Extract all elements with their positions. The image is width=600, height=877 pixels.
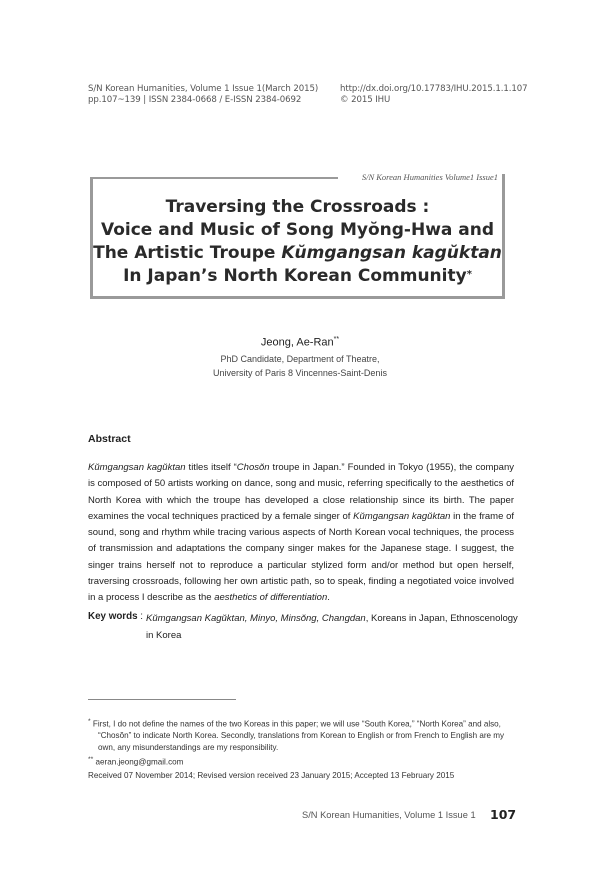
journal-tag: S/N Korean Humanities Volume1 Issue1 (356, 172, 498, 182)
doi-link[interactable]: http://dx.doi.org/10.17783/IHU.2015.1.1.107 (340, 84, 528, 94)
footnote-1: * First, I do not define the names of the two Koreas in this paper; we will use “South Korea,” “North Korea” and also, “Chosŏn” to indicate North Korea. Secondly, translations from Korean to English or from French to English are my own, any misunderstandings are my responsibility. (88, 718, 505, 753)
journal-citation: S/N Korean Humanities, Volume 1 Issue 1(March 2015) (88, 84, 319, 94)
title-line-1: Traversing the Crossroads : (165, 197, 430, 217)
received-dates: Received 07 November 2014; Revised version received 23 January 2015; Accepted 13 February 2015 (88, 771, 455, 781)
abstract-body: Kŭmgangsan kagŭktan titles itself “Chosŏn troupe in Japan.” Founded in Tokyo (1955), the company is composed of 50 artists working on dance, song and music, referring specifically to the aesthetics of North Korea with which the troupe has developed a close relationship since its birth. The paper examines the vocal techniques practiced by a female singer of Kŭmgangsan kagŭktan in the frame of sound, song and rhythm while tracing various aspects of North Korean vocal techniques, the process of transmission and adaptations the company singer makes for the Japanese stage. I suggest, the singer trains herself not to reproduce a particular stylized form and/or method but open herself, traversing crossroads, following her own artistic path, so to speak, finding a negotiated voice involved in a process I describe as the aesthetics of differentiation. (88, 462, 515, 604)
author-footnote-mark[interactable]: ** (333, 336, 340, 343)
author-email[interactable]: aeran.jeong@gmail.com (93, 757, 184, 767)
copyright: © 2015 IHU (340, 95, 391, 105)
author-name: Jeong, Ae-Ran** (260, 336, 340, 349)
paper-title (90, 196, 505, 288)
abstract-heading: Abstract (88, 433, 131, 445)
title-line-3: The Artistic Troupe Kŭmgangsan kagŭktan (93, 243, 502, 263)
footnotes (88, 716, 516, 782)
troupe-name: Kŭmgangsan kagŭktan (281, 243, 502, 263)
header-right (340, 84, 527, 106)
running-footer: S/N Korean Humanities, Volume 1 Issue 1 (302, 810, 476, 820)
header-left (88, 84, 318, 106)
keywords-label: Key words : (88, 611, 143, 622)
footnote-2: ** aeran.jeong@gmail.com (88, 755, 184, 767)
keywords-list: Kŭmgangsan Kagŭktan, Minyo, Minsŏng, Changdan, Koreans in Japan, Ethnoscenology in Korea (146, 613, 518, 641)
author-affiliation: PhD Candidate, Department of Theatre, University of Paris 8 Vincennes-Saint-Denis (213, 354, 387, 378)
page-number: 107 (490, 807, 517, 822)
footnote-divider (88, 699, 236, 700)
title-line-4: In Japan’s North Korean Community* (123, 266, 472, 286)
title-footnote-mark[interactable]: * (466, 269, 472, 280)
title-line-2: Voice and Music of Song Myŏng-Hwa and (100, 220, 495, 240)
issn-line: pp.107~139 | ISSN 2384-0668 / E-ISSN 2384-0692 (88, 95, 302, 105)
